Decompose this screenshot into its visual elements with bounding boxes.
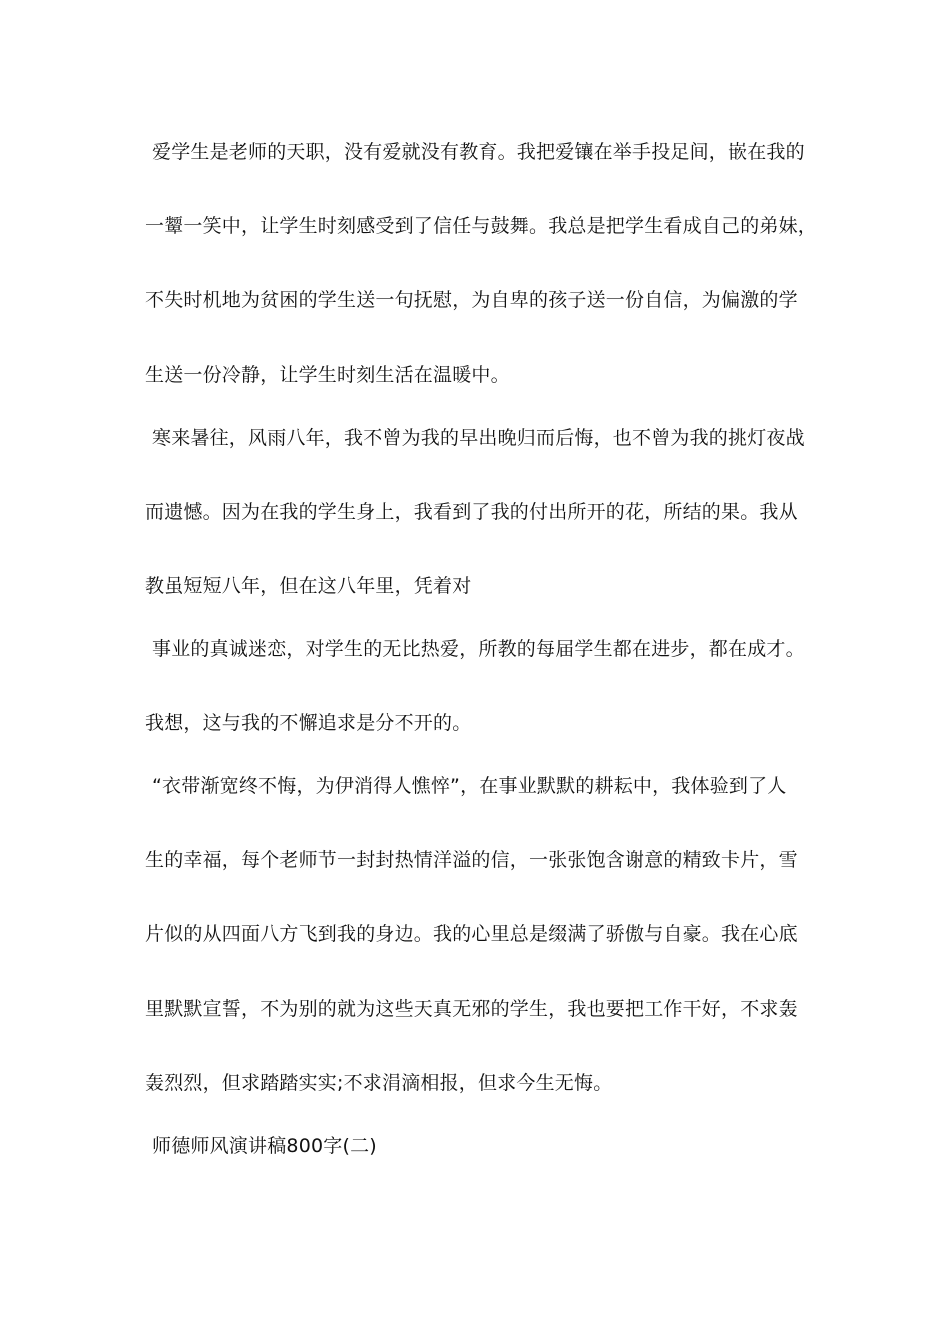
paragraph-line: 不失时机地为贫困的学生送一句抚慰，为自卑的孩子送一份自信，为偏激的学 bbox=[145, 289, 798, 311]
paragraph-line: 里默默宣誓，不为别的就为这些天真无邪的学生，我也要把工作干好，不求轰 bbox=[145, 998, 798, 1020]
paragraph-line: 事业的真诚迷恋，对学生的无比热爱，所教的每届学生都在进步，都在成才。 bbox=[152, 638, 805, 660]
paragraph-line: 寒来暑往，风雨八年，我不曾为我的早出晚归而后悔，也不曾为我的挑灯夜战 bbox=[152, 427, 805, 449]
paragraph-line: 片似的从四面八方飞到我的身边。我的心里总是缀满了骄傲与自豪。我在心底 bbox=[145, 923, 798, 945]
paragraph-line: 爱学生是老师的天职，没有爱就没有教育。我把爱镶在举手投足间，嵌在我的 bbox=[152, 141, 805, 163]
paragraph-line: 而遗憾。因为在我的学生身上，我看到了我的付出所开的花，所结的果。我从 bbox=[145, 501, 798, 523]
paragraph-line: 生的幸福，每个老师节一封封热情洋溢的信，一张张饱含谢意的精致卡片，雪 bbox=[145, 849, 798, 871]
paragraph-line: 教虽短短八年，但在这八年里，凭着对 bbox=[145, 575, 472, 597]
paragraph-line: 轰烈烈，但求踏踏实实;不求涓滴相报，但求今生无悔。 bbox=[145, 1072, 613, 1094]
paragraph-line: “衣带渐宽终不悔，为伊消得人憔悴”，在事业默默的耕耘中，我体验到了人 bbox=[152, 775, 787, 797]
paragraph-line: 一颦一笑中，让学生时刻感受到了信任与鼓舞。我总是把学生看成自己的弟妹， bbox=[145, 215, 818, 237]
paragraph-line: 我想，这与我的不懈追求是分不开的。 bbox=[145, 712, 472, 734]
section-heading: 师德师风演讲稿800字(二) bbox=[152, 1135, 377, 1157]
paragraph-line: 生送一份冷静，让学生时刻生活在温暖中。 bbox=[145, 364, 510, 386]
